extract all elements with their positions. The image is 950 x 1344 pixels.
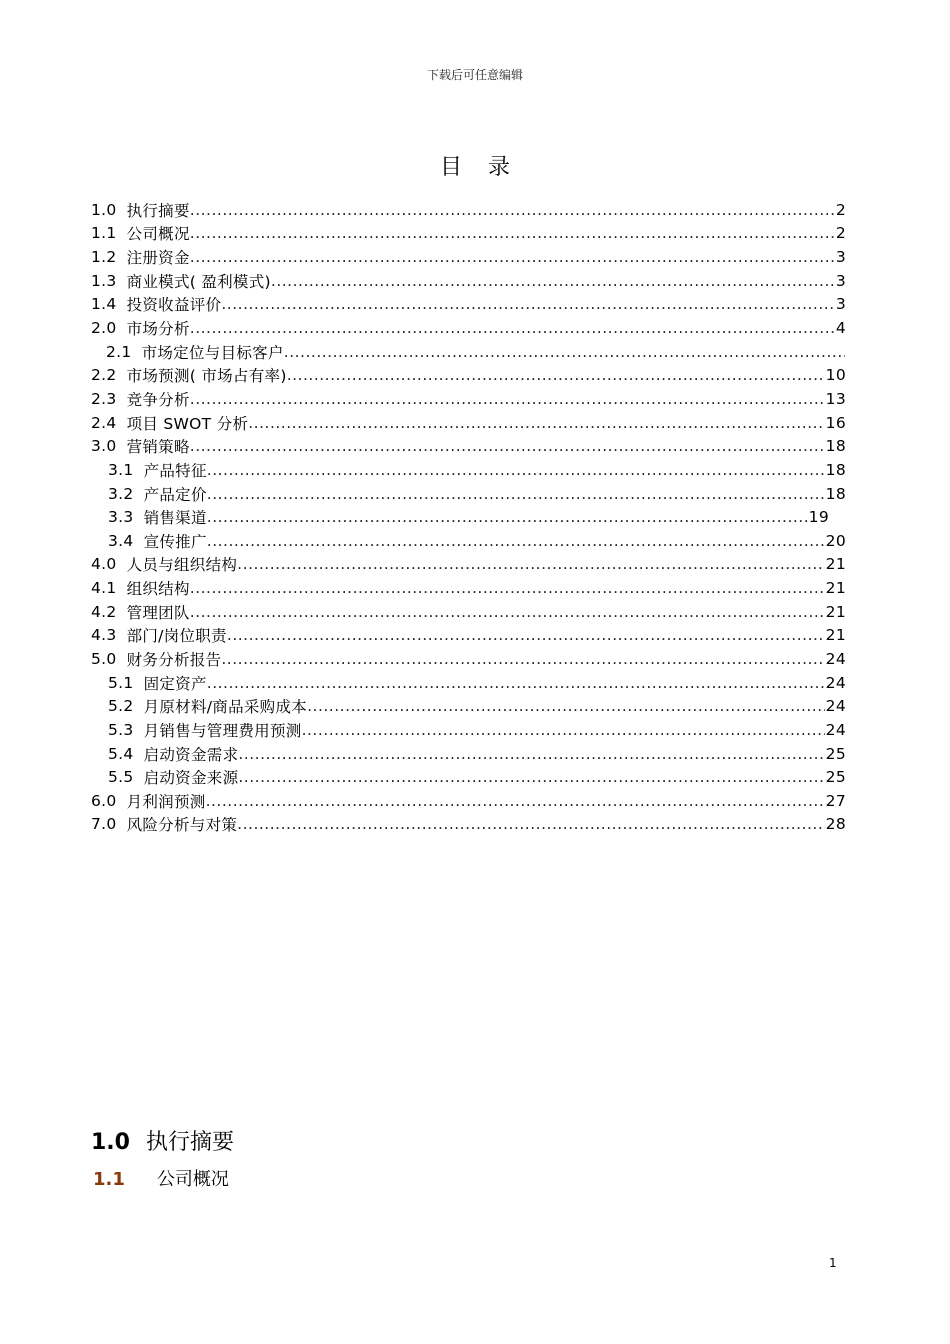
toc-entry[interactable] [91, 789, 846, 813]
toc-entry[interactable] [91, 387, 846, 411]
toc-leader [207, 461, 825, 479]
toc-entry-label: 部门/岗位职责 [126, 627, 227, 646]
toc-entry-number: 7.0 [91, 815, 117, 834]
toc-entry-page: 20 [825, 531, 846, 550]
toc-entry[interactable] [91, 765, 846, 789]
subsection-title: 公司概况 [156, 1169, 229, 1190]
toc-entry-page: 18 [825, 437, 846, 456]
toc-entry-label: 市场分析 [126, 320, 190, 339]
page-number: 1 [829, 1256, 837, 1270]
toc-entry-label: 竞争分析 [126, 390, 190, 409]
toc-entry-number: 2.4 [91, 413, 117, 432]
toc-entry-number: 5.0 [91, 649, 117, 668]
toc-entry-page: 24 [825, 697, 846, 716]
toc-entry-label: 管理团队 [126, 603, 190, 622]
toc-leader [248, 414, 824, 432]
toc-leader [307, 697, 825, 715]
toc-entry-number: 1.3 [91, 271, 117, 290]
toc-leader [207, 508, 808, 526]
toc-entry-number: 5.2 [108, 697, 134, 716]
section-heading-2 [93, 1165, 229, 1191]
toc-leader [190, 248, 835, 266]
toc-entry-label: 月利润预测 [126, 792, 206, 811]
toc-entry-number: 3.2 [108, 484, 134, 503]
toc-entry-label: 宣传推广 [143, 532, 207, 551]
toc-entry[interactable] [91, 813, 846, 837]
toc-leader [190, 603, 825, 621]
toc-leader [207, 532, 825, 550]
toc-entry[interactable] [91, 718, 846, 742]
toc-leader [221, 650, 824, 668]
toc-entry[interactable] [91, 340, 846, 364]
toc-entry-number: 6.0 [91, 791, 117, 810]
toc-entry-label: 公司概况 [126, 225, 190, 244]
toc-entry-number: 1.2 [91, 248, 117, 267]
toc-entry-page: 10 [825, 366, 846, 385]
toc-entry-page: 21 [825, 555, 846, 574]
toc-entry-page: 13 [825, 389, 846, 408]
toc-entry-number: 5.3 [108, 720, 134, 739]
toc-entry-page: 2 [835, 224, 846, 243]
toc-entry-number: 1.1 [91, 224, 117, 243]
toc-entry[interactable] [91, 529, 846, 553]
toc-entry-page: 19 [808, 508, 829, 527]
toc-leader [284, 343, 845, 361]
toc-leader [238, 745, 824, 763]
toc-leader [190, 579, 825, 597]
toc-entry[interactable] [91, 647, 846, 671]
toc-entry-number: 5.5 [108, 768, 134, 787]
toc-entry-label: 注册资金 [126, 249, 190, 268]
toc-entry-page: 3 [835, 295, 846, 314]
toc-entry[interactable] [91, 742, 846, 766]
toc-entry[interactable] [91, 694, 846, 718]
toc-entry[interactable] [91, 624, 846, 648]
toc-title: 目录 [439, 155, 536, 180]
toc-entry-page: 25 [825, 768, 846, 787]
toc-entry[interactable] [91, 269, 846, 293]
toc-entry-number: 4.0 [91, 555, 117, 574]
header-note: 下载后可任意编辑 [426, 68, 523, 82]
toc-entry[interactable] [91, 222, 846, 246]
toc-entry[interactable] [91, 316, 846, 340]
toc-entry-label: 产品特征 [143, 461, 207, 480]
toc-entry[interactable] [91, 553, 846, 577]
toc-entry-number: 2.1 [106, 342, 132, 361]
toc-entry-label: 市场预测( 市场占有率) [126, 367, 287, 386]
toc-entry-page: 18 [825, 460, 846, 479]
toc-entry-label: 月销售与管理费用预测 [143, 721, 302, 740]
toc-entry-label: 启动资金需求 [143, 745, 239, 764]
toc-entry-label: 人员与组织结构 [126, 556, 238, 575]
toc-entry-label: 项目 SWOT 分析 [126, 414, 249, 433]
toc-leader [206, 792, 825, 810]
toc-leader [302, 721, 825, 739]
toc-leader [237, 555, 825, 573]
toc-entry[interactable] [91, 198, 846, 222]
section-number: 1.0 [91, 1130, 130, 1155]
toc-entry[interactable] [91, 434, 846, 458]
toc-entry[interactable] [91, 245, 846, 269]
toc-entry-page: 2 [835, 200, 846, 219]
toc-leader [238, 768, 824, 786]
toc-entry[interactable] [91, 505, 846, 529]
toc-entry-page: 3 [835, 248, 846, 267]
toc-entry-label: 启动资金来源 [143, 769, 239, 788]
toc-entry-label: 商业模式( 盈利模式) [126, 272, 271, 291]
toc-leader [190, 319, 835, 337]
toc-entry[interactable] [91, 363, 846, 387]
subsection-number: 1.1 [93, 1169, 125, 1190]
toc-leader [237, 815, 825, 833]
toc-entry-page: 27 [825, 791, 846, 810]
toc-entry-label: 组织结构 [126, 580, 190, 599]
toc-entry-number: 5.4 [108, 744, 134, 763]
toc-entry-page: 21 [825, 626, 846, 645]
toc-entry-label: 营销策略 [126, 438, 190, 457]
toc-leader [207, 674, 825, 692]
toc-entry-number: 3.0 [91, 437, 117, 456]
toc-entry[interactable] [91, 600, 846, 624]
toc-entry-number: 3.3 [108, 508, 134, 527]
toc-entry-label: 产品定价 [143, 485, 207, 504]
toc-leader [221, 295, 834, 313]
toc-entry-page: 4 [835, 319, 846, 338]
toc-entry-number: 4.1 [91, 579, 117, 598]
section-title: 执行摘要 [145, 1130, 234, 1155]
table-of-contents [91, 198, 846, 836]
toc-entry[interactable] [91, 293, 846, 317]
toc-entry-label: 销售渠道 [143, 509, 207, 528]
toc-entry-label: 市场定位与目标客户 [141, 343, 284, 362]
toc-entry-label: 财务分析报告 [126, 650, 222, 669]
toc-entry-label: 投资收益评价 [126, 296, 222, 315]
toc-entry-page: 28 [825, 815, 846, 834]
toc-entry[interactable] [91, 576, 846, 600]
toc-entry-number: 3.1 [108, 460, 134, 479]
toc-entry-page: 21 [825, 579, 846, 598]
toc-entry[interactable] [91, 671, 846, 695]
toc-leader [190, 390, 825, 408]
toc-entry-number: 4.3 [91, 626, 117, 645]
toc-leader [190, 224, 835, 242]
toc-entry-page: 3 [835, 271, 846, 290]
toc-entry-label: 固定资产 [143, 674, 207, 693]
toc-entry-page: 21 [825, 602, 846, 621]
toc-leader [271, 272, 835, 290]
toc-entry[interactable] [91, 411, 846, 435]
toc-entry-page: 24 [825, 720, 846, 739]
toc-leader [207, 485, 825, 503]
toc-entry-page: 25 [825, 744, 846, 763]
toc-entry-number: 1.4 [91, 295, 117, 314]
toc-entry-number: 3.4 [108, 531, 134, 550]
toc-entry-page: 18 [825, 484, 846, 503]
toc-entry-page: 16 [825, 413, 846, 432]
toc-entry-number: 5.1 [108, 673, 134, 692]
toc-leader [287, 366, 825, 384]
toc-entry-number: 2.2 [91, 366, 117, 385]
toc-entry-number: 4.2 [91, 602, 117, 621]
toc-entry-label: 风险分析与对策 [126, 816, 238, 835]
toc-leader [190, 201, 835, 219]
toc-entry-number: 2.0 [91, 319, 117, 338]
toc-entry-number: 2.3 [91, 389, 117, 408]
toc-entry-number: 1.0 [91, 200, 117, 219]
toc-entry-label: 执行摘要 [126, 201, 190, 220]
toc-entry[interactable] [91, 458, 846, 482]
toc-entry-label: 月原材料/商品采购成本 [143, 698, 308, 717]
section-heading-1 [91, 1125, 234, 1156]
toc-entry-page: 24 [825, 673, 846, 692]
toc-entry[interactable] [91, 482, 846, 506]
toc-leader [227, 626, 825, 644]
toc-entry-page: 24 [825, 649, 846, 668]
toc-leader [190, 437, 825, 455]
